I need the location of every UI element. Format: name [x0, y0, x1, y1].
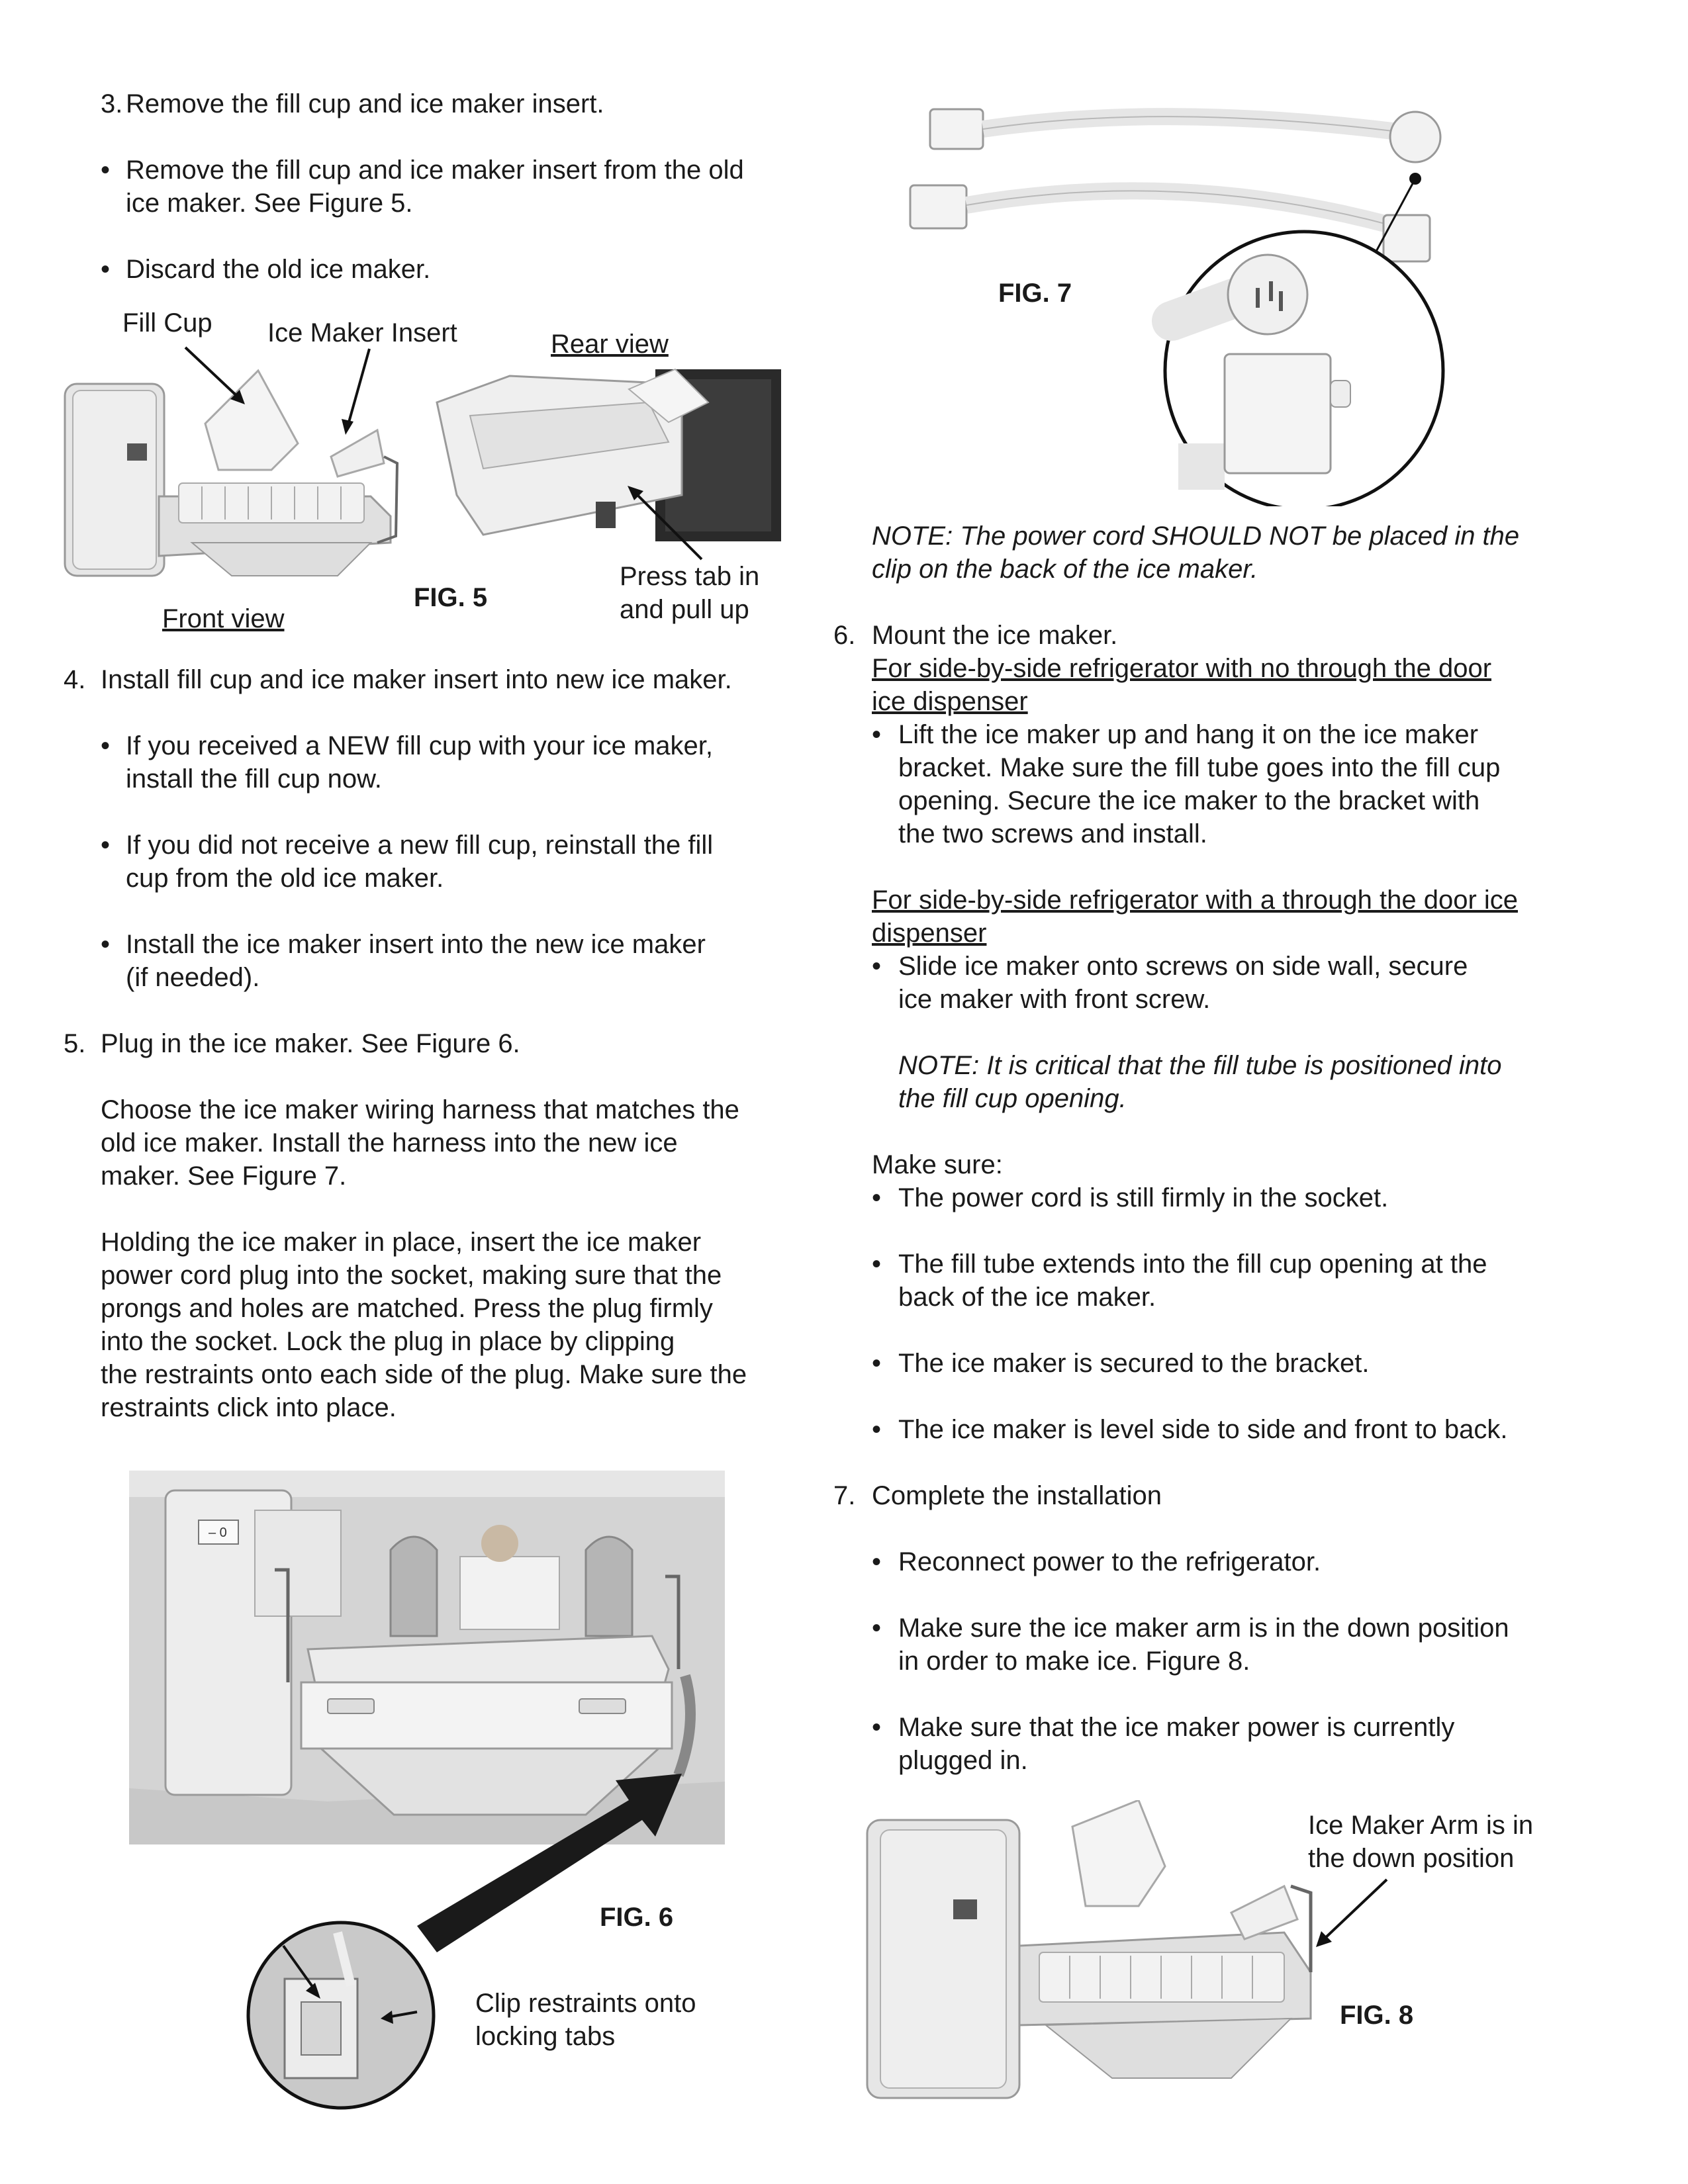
paragraph-line: the restraints onto each side of the plug. Make sure the [101, 1360, 747, 1389]
front-view-label: Front view [162, 604, 285, 633]
bullet-text: back of the ice maker. [898, 1283, 1156, 1312]
fill-cup-label: Fill Cup [122, 308, 212, 338]
fig6-detail-and-arrow [245, 1774, 682, 2111]
fig7-label: FIG. 7 [998, 279, 1072, 308]
bullet-text: cup from the old ice maker. [126, 864, 444, 893]
arm-callout-arrow [1304, 1873, 1397, 1959]
bullet: • [101, 831, 111, 860]
bullet-text: The ice maker is secured to the bracket. [898, 1349, 1370, 1378]
fig5-label: FIG. 5 [414, 583, 488, 612]
bullet-text: Reconnect power to the refrigerator. [898, 1547, 1321, 1576]
ice-maker-insert-label: Ice Maker Insert [267, 318, 457, 347]
bullet: • [101, 255, 111, 284]
bullet: • [872, 1349, 882, 1378]
bullet-text: Discard the old ice maker. [126, 255, 431, 284]
step-number: 7. [833, 1481, 856, 1510]
bullet: • [101, 731, 111, 760]
fig8-label: FIG. 8 [1340, 2001, 1414, 2030]
subheading: dispenser [872, 919, 987, 948]
ice-maker-arm-label: Ice Maker Arm is in [1308, 1811, 1534, 1840]
subheading: For side-by-side refrigerator with a through the door ice [872, 886, 1519, 915]
bullet: • [101, 156, 111, 185]
bullet-text: Make sure the ice maker arm is in the down position [898, 1614, 1509, 1643]
paragraph-line: into the socket. Lock the plug in place by clipping [101, 1327, 675, 1356]
subheading: For side-by-side refrigerator with no through the door [872, 654, 1492, 683]
note-power-cord: NOTE: The power cord SHOULD NOT be placed in the [872, 522, 1520, 551]
paragraph-line: maker. See Figure 7. [101, 1161, 347, 1191]
bullet-text: plugged in. [898, 1746, 1028, 1775]
step-title: Complete the installation [872, 1481, 1162, 1510]
bullet-text: If you received a NEW fill cup with your ice maker, [126, 731, 713, 760]
bullet-text: install the fill cup now. [126, 764, 382, 794]
bullet-text: (if needed). [126, 963, 260, 992]
bullet: • [872, 1250, 882, 1279]
bullet-text: in order to make ice. Figure 8. [898, 1647, 1250, 1676]
fig6-label: FIG. 6 [600, 1903, 674, 1932]
step-number: 3. [101, 89, 123, 118]
bullet-text: The ice maker is level side to side and front to back. [898, 1415, 1508, 1444]
bullet-text: Slide ice maker onto screws on side wall, secure [898, 952, 1468, 981]
bullet-text: Lift the ice maker up and hang it on the ice maker [898, 720, 1479, 749]
step-title: Plug in the ice maker. See Figure 6. [101, 1029, 520, 1058]
paragraph-line: Holding the ice maker in place, insert the ice maker [101, 1228, 702, 1257]
press-tab-arrow [616, 477, 735, 569]
bullet: • [872, 720, 882, 749]
note-fill-tube: the fill cup opening. [898, 1084, 1127, 1113]
bullet-text: Remove the fill cup and ice maker insert from the old [126, 156, 744, 185]
fig5-callout-arrows [179, 334, 391, 440]
bullet: • [872, 1547, 882, 1576]
bullet: • [872, 1713, 882, 1742]
bullet: • [872, 1614, 882, 1643]
bullet-text: the two screws and install. [898, 819, 1207, 848]
make-sure-heading: Make sure: [872, 1150, 1003, 1179]
bullet-text: Make sure that the ice maker power is currently [898, 1713, 1455, 1742]
step-number: 4. [64, 665, 86, 694]
subheading: ice dispenser [872, 687, 1028, 716]
bullet-text: ice maker with front screw. [898, 985, 1211, 1014]
paragraph-line: prongs and holes are matched. Press the plug firmly [101, 1294, 713, 1323]
paragraph-line: old ice maker. Install the harness into the new ice [101, 1128, 678, 1158]
bullet-text: ice maker. See Figure 5. [126, 189, 413, 218]
clip-restraints-label: locking tabs [475, 2022, 616, 2051]
step-title: Mount the ice maker. [872, 621, 1118, 650]
paragraph-line: power cord plug into the socket, making sure that the [101, 1261, 722, 1290]
press-tab-label: Press tab in [620, 562, 760, 591]
rear-view-label: Rear view [551, 330, 669, 359]
bullet: • [101, 930, 111, 959]
step-number: 5. [64, 1029, 86, 1058]
paragraph-line: Choose the ice maker wiring harness that matches the [101, 1095, 739, 1124]
bullet-text: bracket. Make sure the fill tube goes into the fill cup [898, 753, 1501, 782]
step-title: Remove the fill cup and ice maker insert. [126, 89, 604, 118]
ice-maker-arm-label: the down position [1308, 1844, 1515, 1873]
paragraph-line: restraints click into place. [101, 1393, 397, 1422]
wiring-harness-illustration [900, 96, 1509, 506]
bullet: • [872, 1415, 882, 1444]
step-number: 6. [833, 621, 856, 650]
bullet-text: The power cord is still firmly in the socket. [898, 1183, 1389, 1212]
ice-maker-arm-down-illustration [861, 1800, 1337, 2105]
bullet-text: Install the ice maker insert into the new ice maker [126, 930, 706, 959]
clip-restraints-label: Clip restraints onto [475, 1989, 696, 2018]
switch-label: – 0 [209, 1525, 227, 1540]
note-fill-tube: NOTE: It is critical that the fill tube is positioned into [898, 1051, 1502, 1080]
note-power-cord: clip on the back of the ice maker. [872, 555, 1258, 584]
step-title: Install fill cup and ice maker insert into new ice maker. [101, 665, 732, 694]
bullet: • [872, 1183, 882, 1212]
bullet-text: opening. Secure the ice maker to the bracket with [898, 786, 1480, 815]
press-tab-label: and pull up [620, 595, 749, 624]
bullet-text: If you did not receive a new fill cup, reinstall the fill [126, 831, 714, 860]
bullet: • [872, 952, 882, 981]
bullet-text: The fill tube extends into the fill cup opening at the [898, 1250, 1487, 1279]
